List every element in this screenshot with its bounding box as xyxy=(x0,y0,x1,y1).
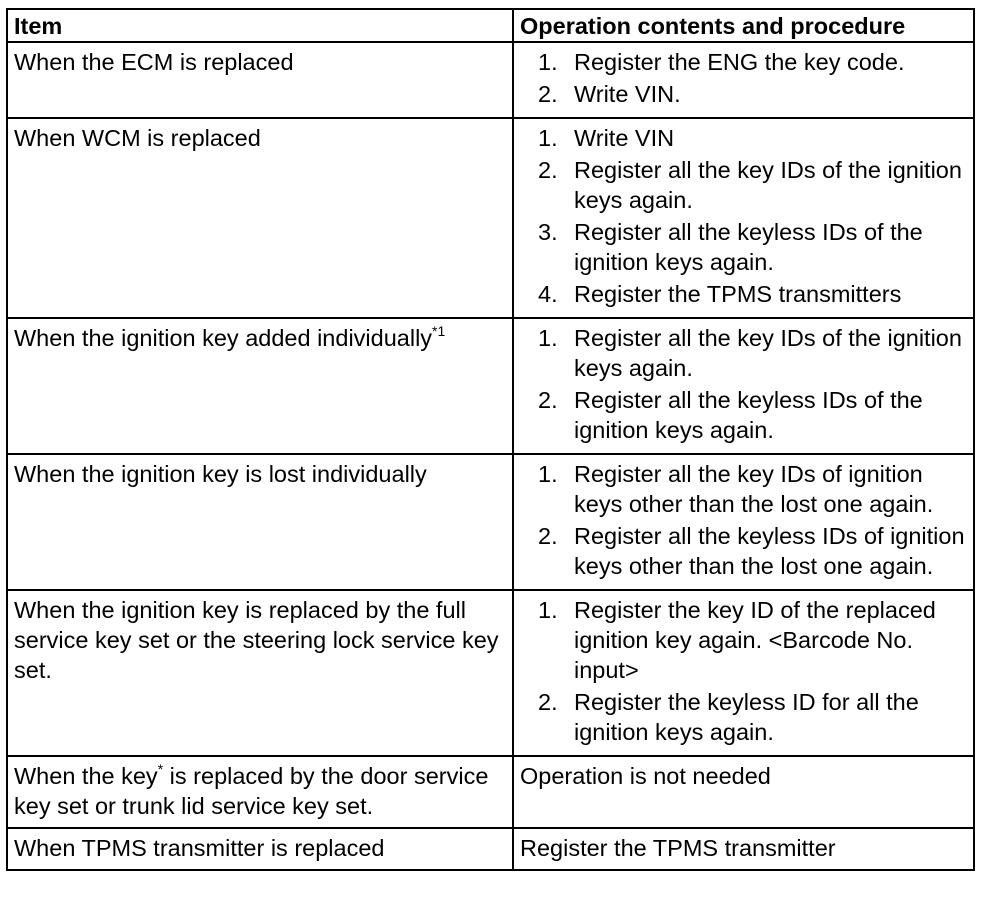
row-operation xyxy=(513,42,974,118)
row-item xyxy=(7,756,513,828)
row-operation xyxy=(513,118,974,318)
table-row xyxy=(7,118,974,318)
row-operation xyxy=(513,454,974,590)
step-number: 2. xyxy=(538,689,558,715)
table-row xyxy=(7,756,974,828)
step-number: 1. xyxy=(538,49,558,75)
footnote-marker: *1 xyxy=(432,323,446,339)
row-item: When WCM is replaced xyxy=(7,118,513,318)
step xyxy=(538,323,967,383)
header-row xyxy=(7,9,974,42)
header-item: Item xyxy=(7,9,513,42)
row-item-text: When the ignition key added individually xyxy=(14,325,433,351)
step-text: Register all the keyless IDs of the ignition keys again. xyxy=(574,387,923,443)
step-number: 1. xyxy=(538,125,558,151)
step xyxy=(538,595,967,685)
step xyxy=(538,79,967,109)
row-item-text-end: is replaced by the door service key set or trunk lid service key set. xyxy=(14,763,489,819)
step-number: 1. xyxy=(538,461,558,487)
step-number: 2. xyxy=(538,157,558,183)
row-item: When the ignition key is replaced by the full service key set or the steering lock service key set. xyxy=(7,590,513,756)
step-list xyxy=(520,47,967,109)
table-row xyxy=(7,318,974,454)
row-operation: Operation is not needed xyxy=(513,756,974,828)
step-number: 2. xyxy=(538,81,558,107)
table-row xyxy=(7,454,974,590)
step-number: 4. xyxy=(538,281,558,307)
step-text: Register all the key IDs of the ignition keys again. xyxy=(574,325,962,381)
step-number: 1. xyxy=(538,325,558,351)
step-text: Register all the keyless IDs of the ignition keys again. xyxy=(574,219,923,275)
row-operation xyxy=(513,318,974,454)
step-text: Register all the keyless IDs of ignition keys other than the lost one again. xyxy=(574,523,965,579)
row-item xyxy=(7,318,513,454)
step-text: Write VIN xyxy=(574,125,675,151)
step-list xyxy=(520,123,967,309)
procedure-table-container xyxy=(6,8,973,871)
table-row xyxy=(7,590,974,756)
step xyxy=(538,123,967,153)
step xyxy=(538,459,967,519)
row-item: When the ECM is replaced xyxy=(7,42,513,118)
table-row xyxy=(7,828,974,870)
step xyxy=(538,385,967,445)
step-text: Register the keyless ID for all the ignition keys again. xyxy=(574,689,919,745)
step-list xyxy=(520,595,967,747)
step-text: Register all the key IDs of the ignition keys again. xyxy=(574,157,962,213)
step-text: Register the ENG the key code. xyxy=(574,49,905,75)
step-text: Register all the key IDs of ignition keys other than the lost one again. xyxy=(574,461,934,517)
step-text: Register the key ID of the replaced ignition key again. <Barcode No. input> xyxy=(574,597,936,683)
step xyxy=(538,521,967,581)
step xyxy=(538,47,967,77)
step-text: Register the TPMS transmitters xyxy=(574,281,902,307)
step-number: 1. xyxy=(538,597,558,623)
step-number: 3. xyxy=(538,219,558,245)
row-item-text-start: When the key xyxy=(14,763,158,789)
step-number: 2. xyxy=(538,387,558,413)
step-text: Write VIN. xyxy=(574,81,681,107)
step xyxy=(538,687,967,747)
step-list xyxy=(520,323,967,445)
table-row xyxy=(7,42,974,118)
row-operation xyxy=(513,590,974,756)
step xyxy=(538,279,967,309)
header-operation: Operation contents and procedure xyxy=(513,9,974,42)
step-number: 2. xyxy=(538,523,558,549)
procedure-table xyxy=(6,8,975,871)
row-operation: Register the TPMS transmitter xyxy=(513,828,974,870)
row-item: When the ignition key is lost individually xyxy=(7,454,513,590)
step xyxy=(538,155,967,215)
step-list xyxy=(520,459,967,581)
row-item: When TPMS transmitter is replaced xyxy=(7,828,513,870)
footnote-marker: * xyxy=(157,761,164,777)
step xyxy=(538,217,967,277)
